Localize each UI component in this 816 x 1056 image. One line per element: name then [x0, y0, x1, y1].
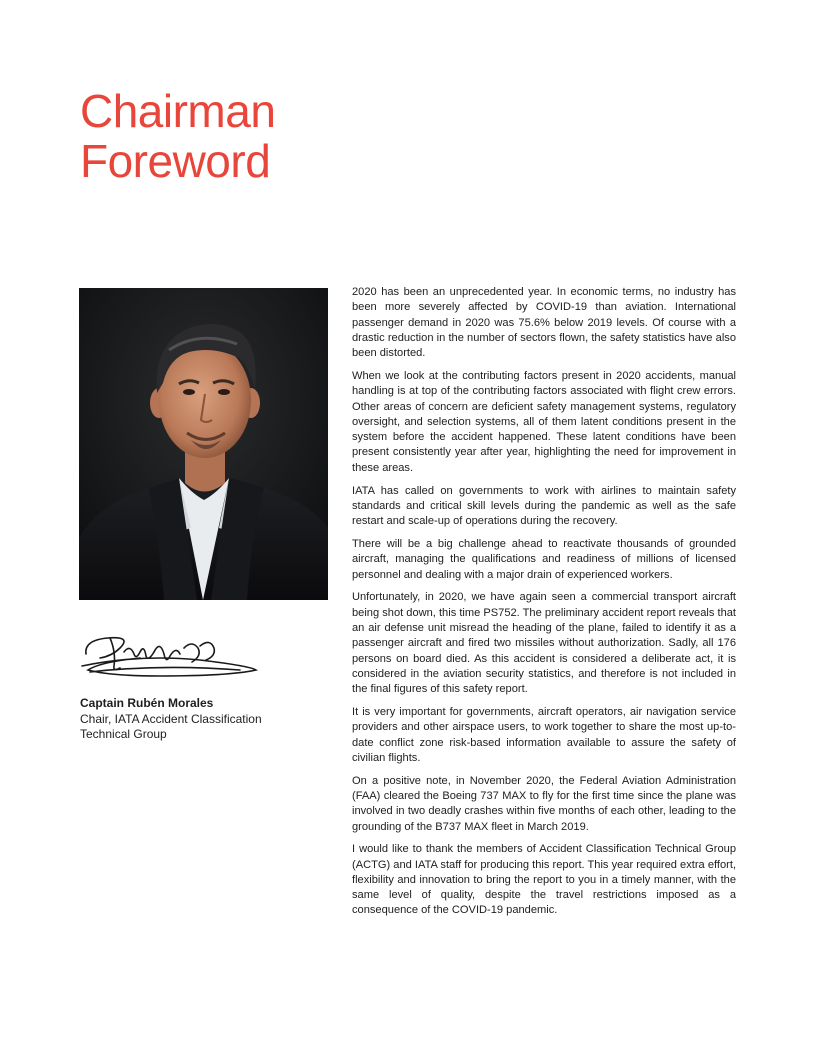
- signatory-caption: [80, 696, 300, 743]
- paragraph: It is very important for governments, aircraft operators, air navigation service providers and other airspace users, to work together to share the most up-to-date conflict zone risk-based information available to assure the safety of civilian flights.: [352, 705, 736, 764]
- handwritten-signature-icon: [80, 626, 258, 682]
- paragraph: When we look at the contributing factors present in 2020 accidents, manual handling is at top of the contributing factors associated with flight crew errors. Other areas of concern are deficient safety management systems, regulatory oversight, and selection systems, all of them latent conditions present in the system before the accident happened. These latent conditions have been present consistently year after year, highlighting the need for improvement in these areas.: [352, 369, 736, 474]
- foreword-body: [352, 285, 736, 926]
- chairman-portrait: [79, 288, 328, 600]
- paragraph: There will be a big challenge ahead to reactivate thousands of grounded aircraft, managing the qualifications and readiness of millions of licensed personnel and dealing with a major drain of experienced workers.: [352, 537, 736, 581]
- portrait-icon: [79, 288, 328, 600]
- paragraph: IATA has called on governments to work with airlines to maintain safety standards and critical skill levels during the pandemic as well as the safe restart and scale-up of operations during the recovery.: [352, 484, 736, 528]
- title-line-1: Chairman: [80, 85, 276, 137]
- paragraph: On a positive note, in November 2020, the Federal Aviation Administration (FAA) cleared the Boeing 737 MAX to fly for the first time since the plane was involved in two deadly crashes within five months of each other, leading to the grounding of the B737 MAX fleet in March 2019.: [352, 774, 736, 833]
- page-title: [80, 86, 275, 186]
- signatory-role: Chair, IATA Accident Classification Technical Group: [80, 711, 262, 741]
- title-line-2: Foreword: [80, 135, 271, 187]
- signatory-name: Captain Rubén Morales: [80, 696, 214, 710]
- signature: [80, 626, 258, 682]
- paragraph: 2020 has been an unprecedented year. In economic terms, no industry has been more severely affected by COVID-19 than aviation. International passenger demand in 2020 was 75.6% below 2019 levels. Of course with a drastic reduction in the number of sectors flown, the safety statistics have also been distorted.: [352, 286, 736, 360]
- paragraph: I would like to thank the members of Accident Classification Technical Group (ACTG) and IATA staff for producing this report. This year required extra effort, flexibility and innovation to bring the report to you in a timely manner, with the same level of quality, despite the travel restrictions imposed as a consequence of the COVID-19 pandemic.: [352, 843, 736, 917]
- paragraph: Unfortunately, in 2020, we have again seen a commercial transport aircraft being shot down, this time PS752. The preliminary accident report reveals that an air defense unit misread the heading of the plane, failed to identify it as a passenger aircraft and fired two missiles without authorization. Sadly, all 176 persons on board died. As this accident is considered a deliberate act, it is considered in the aviation security statistics, and therefore is not included in the final figures of this safety report.: [352, 591, 736, 696]
